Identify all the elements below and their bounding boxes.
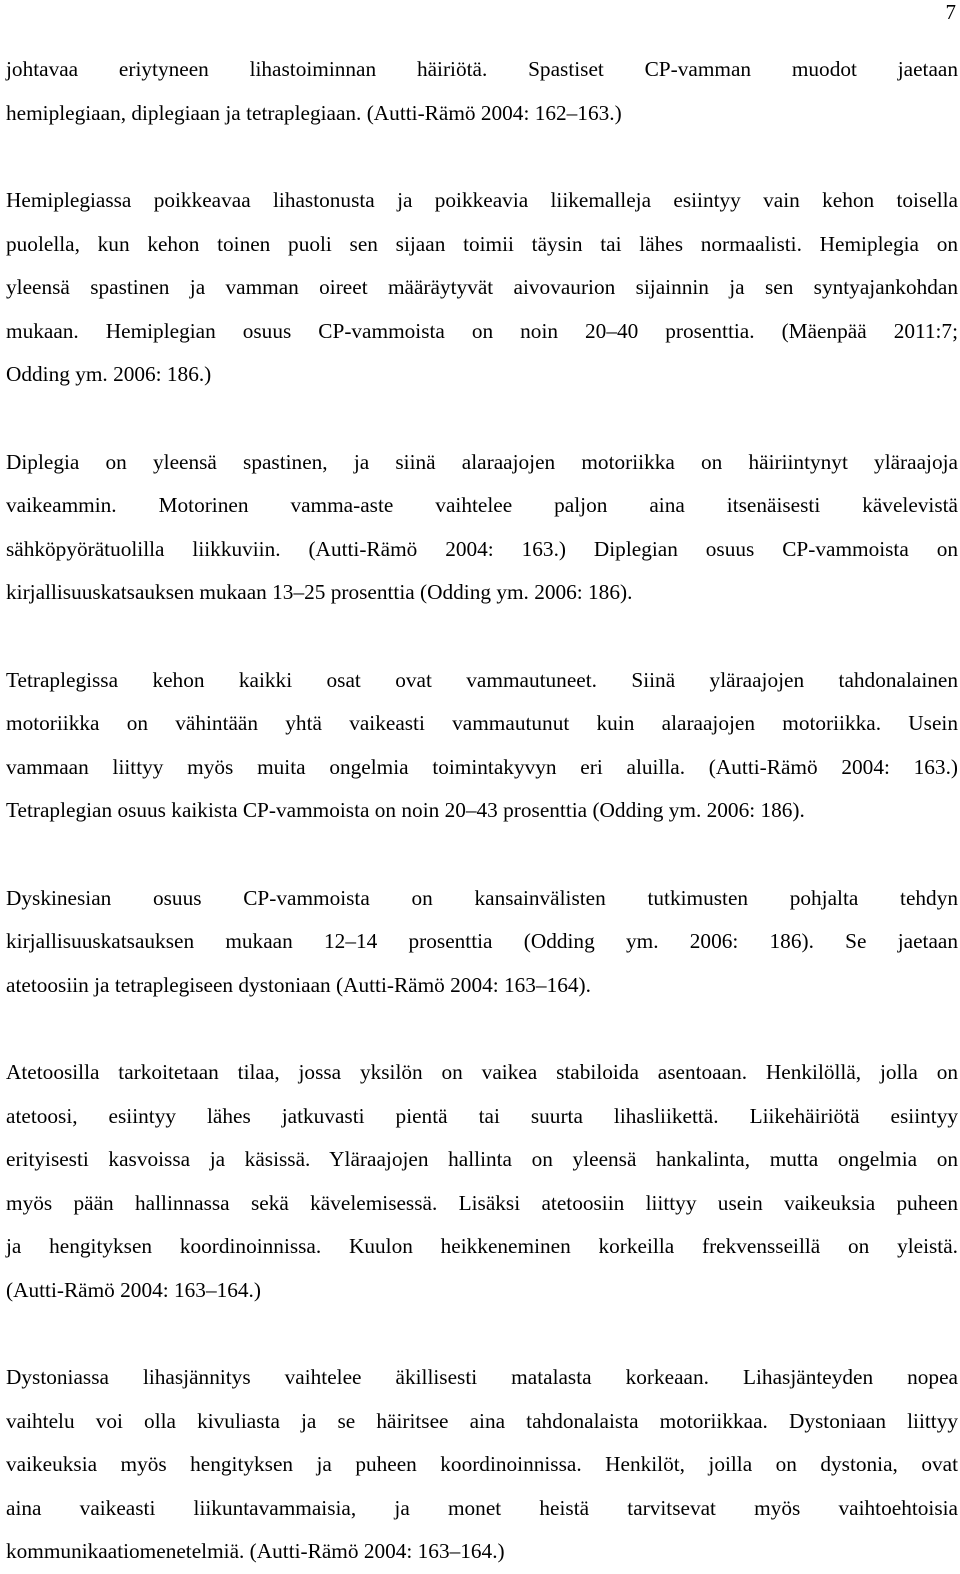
text-line: Hemiplegiassa poikkeavaa lihastonusta ja poikkeavia liikemalleja esiintyy vain kehon toisella: [6, 188, 958, 212]
text-line: motoriikka on vähintään yhtä vaikeasti vammautunut kuin alaraajojen motoriikka. Usein: [6, 711, 958, 735]
text-line: sähköpyörätuolilla liikkuviin. (Autti-Rämö 2004: 163.) Diplegian osuus CP-vammoista on: [6, 536, 958, 561]
text-line: (Autti-Rämö 2004: 163–164.): [6, 1277, 261, 1302]
text-line: kirjallisuuskatsauksen mukaan 12–14 prosenttia (Odding ym. 2006: 186). Se jaetaan: [6, 929, 958, 953]
text-line: Dystoniassa lihasjännitys vaihtelee äkillisesti matalasta korkeaan. Lihasjänteyden nopea: [6, 1365, 958, 1389]
text-line: vammaan liittyy myös muita ongelmia toimintakyvyn eri aluilla. (Autti-Rämö 2004: 163.): [6, 754, 958, 779]
paragraph-tetraplegia: [6, 659, 958, 833]
paragraph-hemiplegia: [6, 179, 958, 397]
text-line: Tetraplegissa kehon kaikki osat ovat vammautuneet. Siinä yläraajojen tahdonalainen: [6, 667, 958, 692]
text-line: Diplegia on yleensä spastinen, ja siinä alaraajojen motoriikka on häiriintynyt yläraajoja: [6, 449, 958, 474]
paragraph-athetosis: [6, 1051, 958, 1312]
text-line: vaihtelu voi olla kivuliasta ja se häiritsee aina tahdonalaista motoriikkaa. Dystoniaan liittyy: [6, 1408, 958, 1433]
text-line: erityisesti kasvoissa ja käsissä. Yläraajojen hallinta on yleensä hankalinta, mutta ongelmia on: [6, 1147, 958, 1171]
text-line: Tetraplegian osuus kaikista CP-vammoista on noin 20–43 prosenttia (Odding ym. 2006: 186).: [6, 798, 805, 822]
text-line: Odding ym. 2006: 186.): [6, 362, 212, 386]
text-line: johtavaa eriytyneen lihastoiminnan häiriötä. Spastiset CP-vamman muodot jaetaan: [6, 57, 958, 81]
paragraph-diplegia: [6, 441, 958, 615]
text-line: mukaan. Hemiplegian osuus CP-vammoista on noin 20–40 prosenttia. (Mäenpää 2011:7;: [6, 318, 958, 343]
text-line: ja hengityksen koordinoinnissa. Kuulon heikkeneminen korkeilla frekvensseillä on yleistä.: [6, 1234, 958, 1258]
text-line: atetoosi, esiintyy lähes jatkuvasti pientä tai suurta lihasliikettä. Liikehäiriötä esiintyy: [6, 1103, 958, 1128]
text-line: hemiplegiaan, diplegiaan ja tetraplegiaan. (Autti-Rämö 2004: 162–163.): [6, 100, 622, 125]
page-number: 7: [945, 0, 956, 24]
text-line: Dyskinesian osuus CP-vammoista on kansainvälisten tutkimusten pohjalta tehdyn: [6, 885, 958, 910]
text-line: kirjallisuuskatsauksen mukaan 13–25 prosenttia (Odding ym. 2006: 186).: [6, 580, 633, 604]
text-line: myös pään hallinnassa sekä kävelemisessä. Lisäksi atetoosiin liittyy usein vaikeuksia puheen: [6, 1190, 958, 1215]
text-line: Atetoosilla tarkoitetaan tilaa, jossa yksilön on vaikea stabiloida asentoaan. Henkilöllä, jolla on: [6, 1060, 958, 1084]
text-line: yleensä spastinen ja vamman oireet määräytyvät aivovaurion sijainnin ja sen syntyajankohdan: [6, 275, 958, 299]
paragraph-dystonia: [6, 1356, 958, 1574]
text-line: vaikeuksia myös hengityksen ja puheen koordinoinnissa. Henkilöt, joilla on dystonia, ovat: [6, 1452, 958, 1476]
text-line: kommunikaatiomenetelmiä. (Autti-Rämö 2004: 163–164.): [6, 1539, 505, 1563]
text-line: atetoosiin ja tetraplegiseen dystoniaan (Autti-Rämö 2004: 163–164).: [6, 972, 591, 997]
paragraph-spastic-forms: [6, 48, 958, 135]
text-line: puolella, kun kehon toinen puoli sen sijaan toimii täysin tai lähes normaalisti. Hemiplegia on: [6, 231, 958, 256]
paragraph-dyskinesia: [6, 877, 958, 1008]
document-body: [6, 48, 958, 1574]
text-line: aina vaikeasti liikuntavammaisia, ja monet heistä tarvitsevat myös vaihtoehtoisia: [6, 1495, 958, 1520]
text-line: vaikeammin. Motorinen vamma-aste vaihtelee paljon aina itsenäisesti kävelevistä: [6, 493, 958, 517]
